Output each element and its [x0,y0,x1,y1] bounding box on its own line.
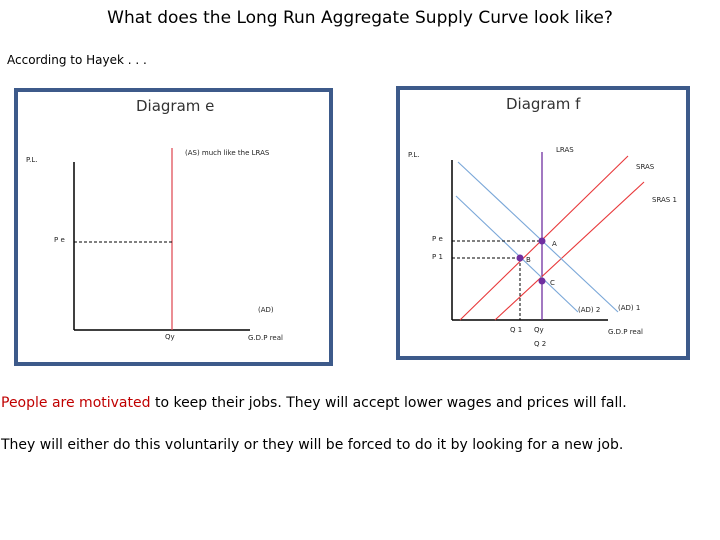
diagram-e-svg [18,92,329,362]
diagram-e-title: Diagram e [136,97,215,115]
diagram-e-qty-label: Qy [165,333,175,341]
diagram-f-p1-label: P 1 [432,253,443,261]
diagram-f-sras-line [460,156,628,320]
diagram-e-price-label: P e [54,236,65,244]
diagram-f-svg [400,90,686,356]
paragraph-highlight: People are motivated [1,395,151,411]
diagram-f-sras1-label: SRAS 1 [652,196,677,204]
paragraph-voluntary: They will either do this voluntarily or they will be forced to do it by looking for a new job. [1,437,624,453]
diagram-f-point-a [539,238,546,245]
diagram-f-sras1-line [495,182,644,320]
diagram-f-lras-label: LRAS [556,146,574,154]
diagram-f-x-axis-label: G.D.P real [608,328,643,336]
diagram-f-ad1-line [458,162,618,312]
diagram-e-as-label: (AS) much like the LRAS [185,149,270,157]
diagram-f-q2-label: Q 2 [534,340,547,348]
diagram-e-ad-label: (AD) [258,306,274,314]
diagram-f-qy-label: Qy [534,326,544,334]
paragraph-motivation-rest: to keep their jobs. They will accept lower wages and prices will fall. [150,395,627,411]
diagram-f-ad1-label: (AD) 1 [618,304,641,312]
diagram-f-point-b-label: B [526,256,531,264]
diagram-f-q1-label: Q 1 [510,326,523,334]
diagram-f-point-c [539,278,546,285]
diagram-f-y-axis-label: P.L. [408,151,420,159]
paragraph-motivation [1,395,627,411]
page-title: What does the Long Run Aggregate Supply Curve look like? [107,8,613,28]
diagram-f-point-b [517,255,524,262]
diagram-f-pe-label: P e [432,235,443,243]
diagram-f-panel [396,86,690,360]
diagram-e-y-axis-label: P.L. [26,156,38,164]
diagram-f-point-a-label: A [552,240,557,248]
diagram-e-panel [14,88,333,366]
diagram-f-ad2-line [456,196,578,312]
diagram-f-point-c-label: C [550,279,555,287]
diagram-e-x-axis-label: G.D.P real [248,334,283,342]
page-subtitle: According to Hayek . . . [7,53,147,67]
diagram-f-title: Diagram f [506,95,581,113]
diagram-f-sras-label: SRAS [636,163,655,171]
diagram-f-ad2-label: (AD) 2 [578,306,601,314]
